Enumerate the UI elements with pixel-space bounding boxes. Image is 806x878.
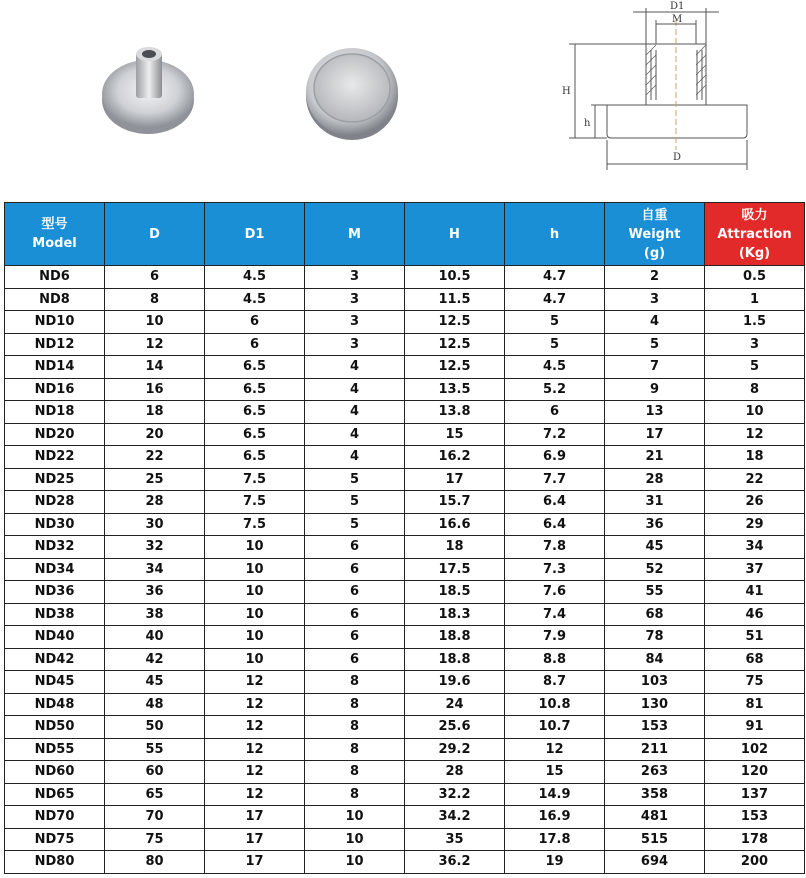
table-cell: ND6 (5, 266, 105, 289)
table-cell: 102 (705, 738, 805, 761)
table-cell: 84 (605, 648, 705, 671)
table-cell: 5 (605, 333, 705, 356)
label-d1: D1 (670, 1, 685, 12)
table-row (5, 716, 805, 739)
table-cell: 17 (605, 423, 705, 446)
table-cell: ND36 (5, 581, 105, 604)
table-cell: 22 (705, 468, 805, 491)
table-row (5, 851, 805, 874)
table-cell: 41 (705, 581, 805, 604)
table-cell: 12.5 (405, 333, 505, 356)
table-cell: 5 (305, 513, 405, 536)
table-cell: ND38 (5, 603, 105, 626)
table-cell: 29.2 (405, 738, 505, 761)
column-header (205, 203, 305, 266)
table-cell: 103 (605, 671, 705, 694)
table-cell: 10 (305, 806, 405, 829)
table-cell: 18.3 (405, 603, 505, 626)
table-row (5, 581, 805, 604)
table-cell: 4 (305, 446, 405, 469)
table-cell: ND10 (5, 311, 105, 334)
table-cell: 55 (105, 738, 205, 761)
table-cell: 75 (705, 671, 805, 694)
table-cell: 8 (305, 693, 405, 716)
product-images (0, 0, 806, 200)
table-cell: 10 (205, 581, 305, 604)
table-cell: 12 (205, 693, 305, 716)
table-cell: 12 (705, 423, 805, 446)
table-cell: 10 (105, 311, 205, 334)
table-row (5, 446, 805, 469)
table-cell: 12 (205, 716, 305, 739)
table-cell: 3 (305, 311, 405, 334)
table-cell: 358 (605, 783, 705, 806)
table-cell: 16.9 (505, 806, 605, 829)
table-cell: 18 (705, 446, 805, 469)
table-cell: 19.6 (405, 671, 505, 694)
table-cell: 4 (305, 378, 405, 401)
table-cell: 60 (105, 761, 205, 784)
table-cell: 8 (305, 738, 405, 761)
table-cell: 17 (205, 828, 305, 851)
table-cell: 1.5 (705, 311, 805, 334)
table-cell: 12 (505, 738, 605, 761)
table-cell: 68 (705, 648, 805, 671)
table-cell: 6 (205, 333, 305, 356)
table-cell: 12 (205, 761, 305, 784)
table-cell: 48 (105, 693, 205, 716)
table-cell: 18 (405, 536, 505, 559)
table-cell: 7.7 (505, 468, 605, 491)
table-cell: 4 (305, 356, 405, 379)
table-cell: 4.5 (205, 288, 305, 311)
table-cell: 17 (405, 468, 505, 491)
table-cell: ND60 (5, 761, 105, 784)
table-cell: 18.8 (405, 626, 505, 649)
table-cell: 4.5 (205, 266, 305, 289)
table-cell: 153 (605, 716, 705, 739)
table-cell: 3 (305, 333, 405, 356)
table-cell: 17 (205, 806, 305, 829)
table-cell: 25 (105, 468, 205, 491)
table-cell: 10.8 (505, 693, 605, 716)
table-cell: 35 (405, 828, 505, 851)
table-cell: 9 (605, 378, 705, 401)
table-cell: 24 (405, 693, 505, 716)
table-cell: 17 (205, 851, 305, 874)
table-cell: 40 (105, 626, 205, 649)
table-cell: 5 (305, 468, 405, 491)
column-header-line: Weight (628, 226, 681, 242)
table-cell: 6.5 (205, 423, 305, 446)
table-cell: 78 (605, 626, 705, 649)
table-row (5, 806, 805, 829)
table-cell: 12.5 (405, 311, 505, 334)
table-cell: 7.4 (505, 603, 605, 626)
table-row (5, 288, 805, 311)
table-cell: 5 (505, 311, 605, 334)
table-cell: 178 (705, 828, 805, 851)
table-cell: ND75 (5, 828, 105, 851)
table-row (5, 356, 805, 379)
column-header-line: D (149, 226, 160, 242)
table-cell: 65 (105, 783, 205, 806)
table-cell: 6.4 (505, 491, 605, 514)
table-cell: 16.2 (405, 446, 505, 469)
table-row (5, 491, 805, 514)
table-cell: 34 (705, 536, 805, 559)
table-row (5, 513, 805, 536)
table-cell: 6.5 (205, 356, 305, 379)
table-header-row (5, 203, 805, 266)
table-cell: 18.8 (405, 648, 505, 671)
table-cell: 200 (705, 851, 805, 874)
table-cell: 30 (105, 513, 205, 536)
table-cell: 12 (205, 783, 305, 806)
table-cell: 16 (105, 378, 205, 401)
column-header (605, 203, 705, 266)
table-cell: 10 (205, 648, 305, 671)
table-cell: 10 (205, 558, 305, 581)
table-cell: 10.5 (405, 266, 505, 289)
table-cell: 28 (405, 761, 505, 784)
column-header-line: Model (32, 236, 77, 251)
table-cell: 8.7 (505, 671, 605, 694)
table-row (5, 311, 805, 334)
table-row (5, 671, 805, 694)
table-cell: 70 (105, 806, 205, 829)
table-cell: 7 (605, 356, 705, 379)
table-cell: ND28 (5, 491, 105, 514)
table-cell: 13 (605, 401, 705, 424)
column-header-line: (Kg) (738, 245, 771, 261)
table-cell: 8 (305, 671, 405, 694)
table-cell: 8 (105, 288, 205, 311)
table-row (5, 761, 805, 784)
table-cell: 4 (605, 311, 705, 334)
column-header-line: H (449, 226, 460, 242)
table-cell: 12 (205, 671, 305, 694)
table-cell: 32.2 (405, 783, 505, 806)
table-cell: 12.5 (405, 356, 505, 379)
table-row (5, 648, 805, 671)
table-cell: 6 (505, 401, 605, 424)
column-header-line: h (549, 226, 560, 242)
table-cell: ND55 (5, 738, 105, 761)
table-cell: 6.5 (205, 401, 305, 424)
spec-table (4, 202, 805, 874)
column-header (505, 203, 605, 266)
table-cell: 7.2 (505, 423, 605, 446)
table-cell: 17.8 (505, 828, 605, 851)
column-header-line: (g) (643, 245, 666, 261)
table-cell: 6 (305, 536, 405, 559)
table-cell: 10 (705, 401, 805, 424)
table-cell: 5 (505, 333, 605, 356)
table-row (5, 536, 805, 559)
table-cell: 13.5 (405, 378, 505, 401)
table-cell: 29 (705, 513, 805, 536)
table-cell: 120 (705, 761, 805, 784)
magnet-with-stud-photo (100, 40, 196, 140)
column-header (405, 203, 505, 266)
column-header (705, 203, 805, 266)
table-cell: 6.9 (505, 446, 605, 469)
label-h-upper: H (562, 86, 571, 97)
table-cell: 10 (305, 851, 405, 874)
table-cell: ND34 (5, 558, 105, 581)
table-cell: 14 (105, 356, 205, 379)
table-row (5, 378, 805, 401)
table-cell: ND8 (5, 288, 105, 311)
table-cell: ND45 (5, 671, 105, 694)
table-cell: 18.5 (405, 581, 505, 604)
table-cell: 19 (505, 851, 605, 874)
table-cell: 42 (105, 648, 205, 671)
table-cell: 5.2 (505, 378, 605, 401)
table-row (5, 738, 805, 761)
table-cell: 28 (105, 491, 205, 514)
table-cell: ND12 (5, 333, 105, 356)
table-row (5, 266, 805, 289)
table-cell: 6.5 (205, 446, 305, 469)
table-cell: 5 (305, 491, 405, 514)
table-cell: 38 (105, 603, 205, 626)
column-header-line: 吸力 (741, 207, 768, 223)
table-row (5, 828, 805, 851)
table-cell: 8 (305, 761, 405, 784)
label-h-lower: h (584, 118, 591, 129)
table-cell: ND50 (5, 716, 105, 739)
table-cell: ND18 (5, 401, 105, 424)
table-cell: ND48 (5, 693, 105, 716)
table-cell: 36 (605, 513, 705, 536)
table-cell: 481 (605, 806, 705, 829)
table-cell: 28 (605, 468, 705, 491)
column-header-line: 自重 (641, 207, 668, 223)
column-header-line: D1 (244, 226, 265, 242)
table-cell: 7.6 (505, 581, 605, 604)
table-cell: 32 (105, 536, 205, 559)
table-cell: 5 (705, 356, 805, 379)
column-header-line: 型号 (41, 217, 68, 232)
table-cell: ND20 (5, 423, 105, 446)
table-cell: 10 (205, 626, 305, 649)
table-cell: 6 (305, 558, 405, 581)
table-cell: 15.7 (405, 491, 505, 514)
table-cell: 515 (605, 828, 705, 851)
table-row (5, 423, 805, 446)
table-cell: 4.5 (505, 356, 605, 379)
table-cell: 8 (705, 378, 805, 401)
table-cell: 10 (305, 828, 405, 851)
table-cell: 6 (305, 648, 405, 671)
table-cell: 137 (705, 783, 805, 806)
table-cell: 68 (605, 603, 705, 626)
table-cell: 3 (305, 266, 405, 289)
table-cell: 34 (105, 558, 205, 581)
table-cell: 8.8 (505, 648, 605, 671)
table-cell: ND40 (5, 626, 105, 649)
table-row (5, 603, 805, 626)
table-cell: 80 (105, 851, 205, 874)
table-cell: 130 (605, 693, 705, 716)
table-cell: 3 (705, 333, 805, 356)
table-cell: 55 (605, 581, 705, 604)
table-row (5, 333, 805, 356)
table-cell: 75 (105, 828, 205, 851)
table-row (5, 693, 805, 716)
table-cell: 10.7 (505, 716, 605, 739)
table-cell: 36.2 (405, 851, 505, 874)
table-cell: 11.5 (405, 288, 505, 311)
table-cell: 52 (605, 558, 705, 581)
table-cell: 7.5 (205, 491, 305, 514)
table-row (5, 468, 805, 491)
table-cell: 51 (705, 626, 805, 649)
table-cell: 12 (205, 738, 305, 761)
table-cell: 0.5 (705, 266, 805, 289)
table-cell: 45 (605, 536, 705, 559)
table-cell: 15 (505, 761, 605, 784)
table-cell: 6.4 (505, 513, 605, 536)
table-cell: ND65 (5, 783, 105, 806)
table-body (5, 266, 805, 874)
label-d: D (673, 152, 682, 163)
table-cell: ND16 (5, 378, 105, 401)
table-cell: 31 (605, 491, 705, 514)
table-row (5, 401, 805, 424)
table-cell: 81 (705, 693, 805, 716)
table-cell: 10 (205, 603, 305, 626)
table-cell: 91 (705, 716, 805, 739)
table-cell: 3 (605, 288, 705, 311)
table-cell: 4 (305, 401, 405, 424)
table-cell: 13.8 (405, 401, 505, 424)
table-cell: 3 (305, 288, 405, 311)
table-cell: 6 (205, 311, 305, 334)
table-cell: 21 (605, 446, 705, 469)
table-cell: 2 (605, 266, 705, 289)
table-cell: ND14 (5, 356, 105, 379)
table-cell: 211 (605, 738, 705, 761)
table-cell: ND32 (5, 536, 105, 559)
table-cell: 8 (305, 716, 405, 739)
table-cell: 10 (205, 536, 305, 559)
table-cell: 16.6 (405, 513, 505, 536)
table-cell: 6 (305, 626, 405, 649)
table-row (5, 558, 805, 581)
column-header (105, 203, 205, 266)
table-cell: 4 (305, 423, 405, 446)
table-cell: 694 (605, 851, 705, 874)
table-cell: 20 (105, 423, 205, 446)
table-cell: 7.5 (205, 468, 305, 491)
table-cell: 15 (405, 423, 505, 446)
table-cell: 46 (705, 603, 805, 626)
table-cell: 153 (705, 806, 805, 829)
table-cell: 8 (305, 783, 405, 806)
table-cell: 263 (605, 761, 705, 784)
table-cell: ND22 (5, 446, 105, 469)
table-cell: 22 (105, 446, 205, 469)
table-cell: 6 (305, 603, 405, 626)
column-header (5, 203, 105, 266)
table-cell: 12 (105, 333, 205, 356)
table-cell: 50 (105, 716, 205, 739)
column-header-line: M (348, 226, 361, 242)
table-cell: 14.9 (505, 783, 605, 806)
table-cell: 26 (705, 491, 805, 514)
dimension-diagram (555, 0, 755, 175)
table-cell: 7.3 (505, 558, 605, 581)
label-m: M (672, 14, 683, 25)
column-header-line: Attraction (717, 226, 792, 242)
table-cell: 34.2 (405, 806, 505, 829)
table-cell: ND80 (5, 851, 105, 874)
table-row (5, 783, 805, 806)
table-cell: 45 (105, 671, 205, 694)
table-cell: ND42 (5, 648, 105, 671)
table-cell: 37 (705, 558, 805, 581)
table-cell: 36 (105, 581, 205, 604)
table-cell: 25.6 (405, 716, 505, 739)
table-cell: 7.8 (505, 536, 605, 559)
table-cell: 6 (105, 266, 205, 289)
table-cell: 6.5 (205, 378, 305, 401)
table-cell: 7.5 (205, 513, 305, 536)
table-cell: 18 (105, 401, 205, 424)
magnet-face-photo (303, 42, 401, 142)
table-cell: 1 (705, 288, 805, 311)
column-header (305, 203, 405, 266)
table-cell: 4.7 (505, 266, 605, 289)
table-cell: 17.5 (405, 558, 505, 581)
table-cell: 4.7 (505, 288, 605, 311)
table-cell: 7.9 (505, 626, 605, 649)
table-row (5, 626, 805, 649)
table-cell: ND25 (5, 468, 105, 491)
table-cell: ND30 (5, 513, 105, 536)
table-cell: 6 (305, 581, 405, 604)
table-cell: ND70 (5, 806, 105, 829)
